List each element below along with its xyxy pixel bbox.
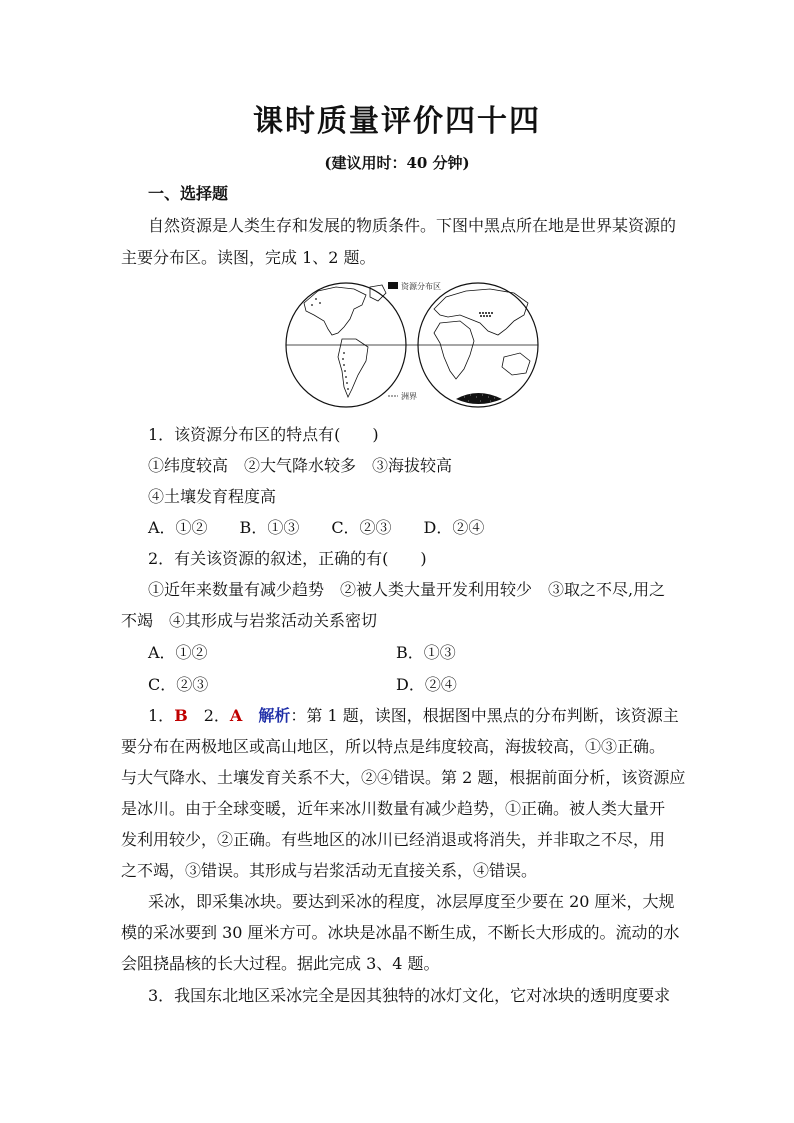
analysis-line-3: 与大气降水、土壤发育关系不大，②④错误。第 2 题，根据前面分析，该资源应	[121, 768, 686, 787]
passage-line-3: 会阻挠晶核的长大过程。据此完成 3、4 题。	[121, 954, 440, 973]
answer-line-1	[148, 706, 704, 726]
q1-stem: 1．该资源分布区的特点有( )	[148, 425, 379, 444]
andes-resource-dots	[342, 352, 349, 390]
legend-resource	[388, 281, 441, 291]
tibet-resource-dots	[479, 312, 493, 317]
north-america-outline	[304, 287, 366, 335]
passage-line-1: 采冰，即采集冰块。要达到采冰的程度，冰层厚度至少要在 20 厘米，大规	[148, 892, 675, 911]
legend-boundary	[388, 391, 417, 401]
q2-items-line-2: 不竭 ④其形成与岩浆活动关系密切	[121, 611, 378, 630]
intro-line-1: 自然资源是人类生存和发展的物质条件。下图中黑点所在地是世界某资源的	[148, 216, 677, 235]
analysis-first-line: ：第 1 题，读图，根据图中黑点的分布判断，该资源主	[290, 706, 679, 725]
legend-resource-label: 资源分布区	[401, 282, 441, 291]
analysis-line-6: 之不竭，③错误。其形成与岩浆活动无直接关系，④错误。	[121, 861, 538, 880]
north-america-resource-dots	[311, 298, 321, 306]
q2-option-c: C．②③	[148, 675, 209, 694]
q2-stem: 2．有关该资源的叙述，正确的有( )	[148, 549, 427, 568]
answer-1-number: 1．	[148, 706, 175, 725]
q1-items-line-2: ④土壤发育程度高	[148, 487, 277, 506]
south-america-outline	[338, 339, 368, 397]
answer-2-value: A	[229, 706, 243, 725]
intro-line-2: 主要分布区。读图，完成 1、2 题。	[121, 248, 376, 267]
answer-1-value: B	[174, 706, 188, 725]
legend-boundary-label: 洲界	[401, 392, 417, 401]
analysis-label: 解析	[258, 706, 291, 725]
antarctica-resource-area	[456, 393, 502, 404]
analysis-line-2: 要分布在两极地区或高山地区，所以特点是纬度较高，海拔较高，①③正确。	[121, 737, 666, 756]
analysis-line-4: 是冰川。由于全球变暖，近年来冰川数量有减少趋势，①正确。被人类大量开	[121, 799, 666, 818]
passage-line-2: 模的采冰要到 30 厘米方可。冰块是冰晶不断生成，不断长大形成的。流动的水	[121, 923, 680, 942]
australia-outline	[502, 353, 530, 375]
page-title: 课时质量评价四十四	[253, 104, 541, 139]
q1-options: A．①② B．①③ C．②③ D．②④	[148, 518, 485, 537]
time-suggestion: (建议用时：40 分钟)	[324, 154, 470, 172]
world-map-svg	[284, 279, 546, 411]
analysis-line-5: 发利用较少，②正确。有些地区的冰川已经消退或将消失，并非取之不尽，用	[121, 830, 666, 849]
world-map-figure	[284, 279, 546, 411]
q2-option-d: D．②④	[396, 675, 457, 694]
answer-2-number: 2．	[203, 706, 230, 725]
q2-option-a: A．①②	[148, 643, 208, 662]
q2-items-line-1: ①近年来数量有减少趋势 ②被人类大量开发利用较少 ③取之不尽,用之	[148, 580, 666, 599]
q2-option-b: B．①③	[396, 643, 456, 662]
africa-outline	[434, 321, 474, 379]
section-heading: 一、选择题	[148, 184, 229, 203]
q3-stem: 3．我国东北地区采冰完全是因其独特的冰灯文化，它对冰块的透明度要求	[148, 986, 671, 1005]
q1-items-line-1: ①纬度较高 ②大气降水较多 ③海拔较高	[148, 456, 453, 475]
